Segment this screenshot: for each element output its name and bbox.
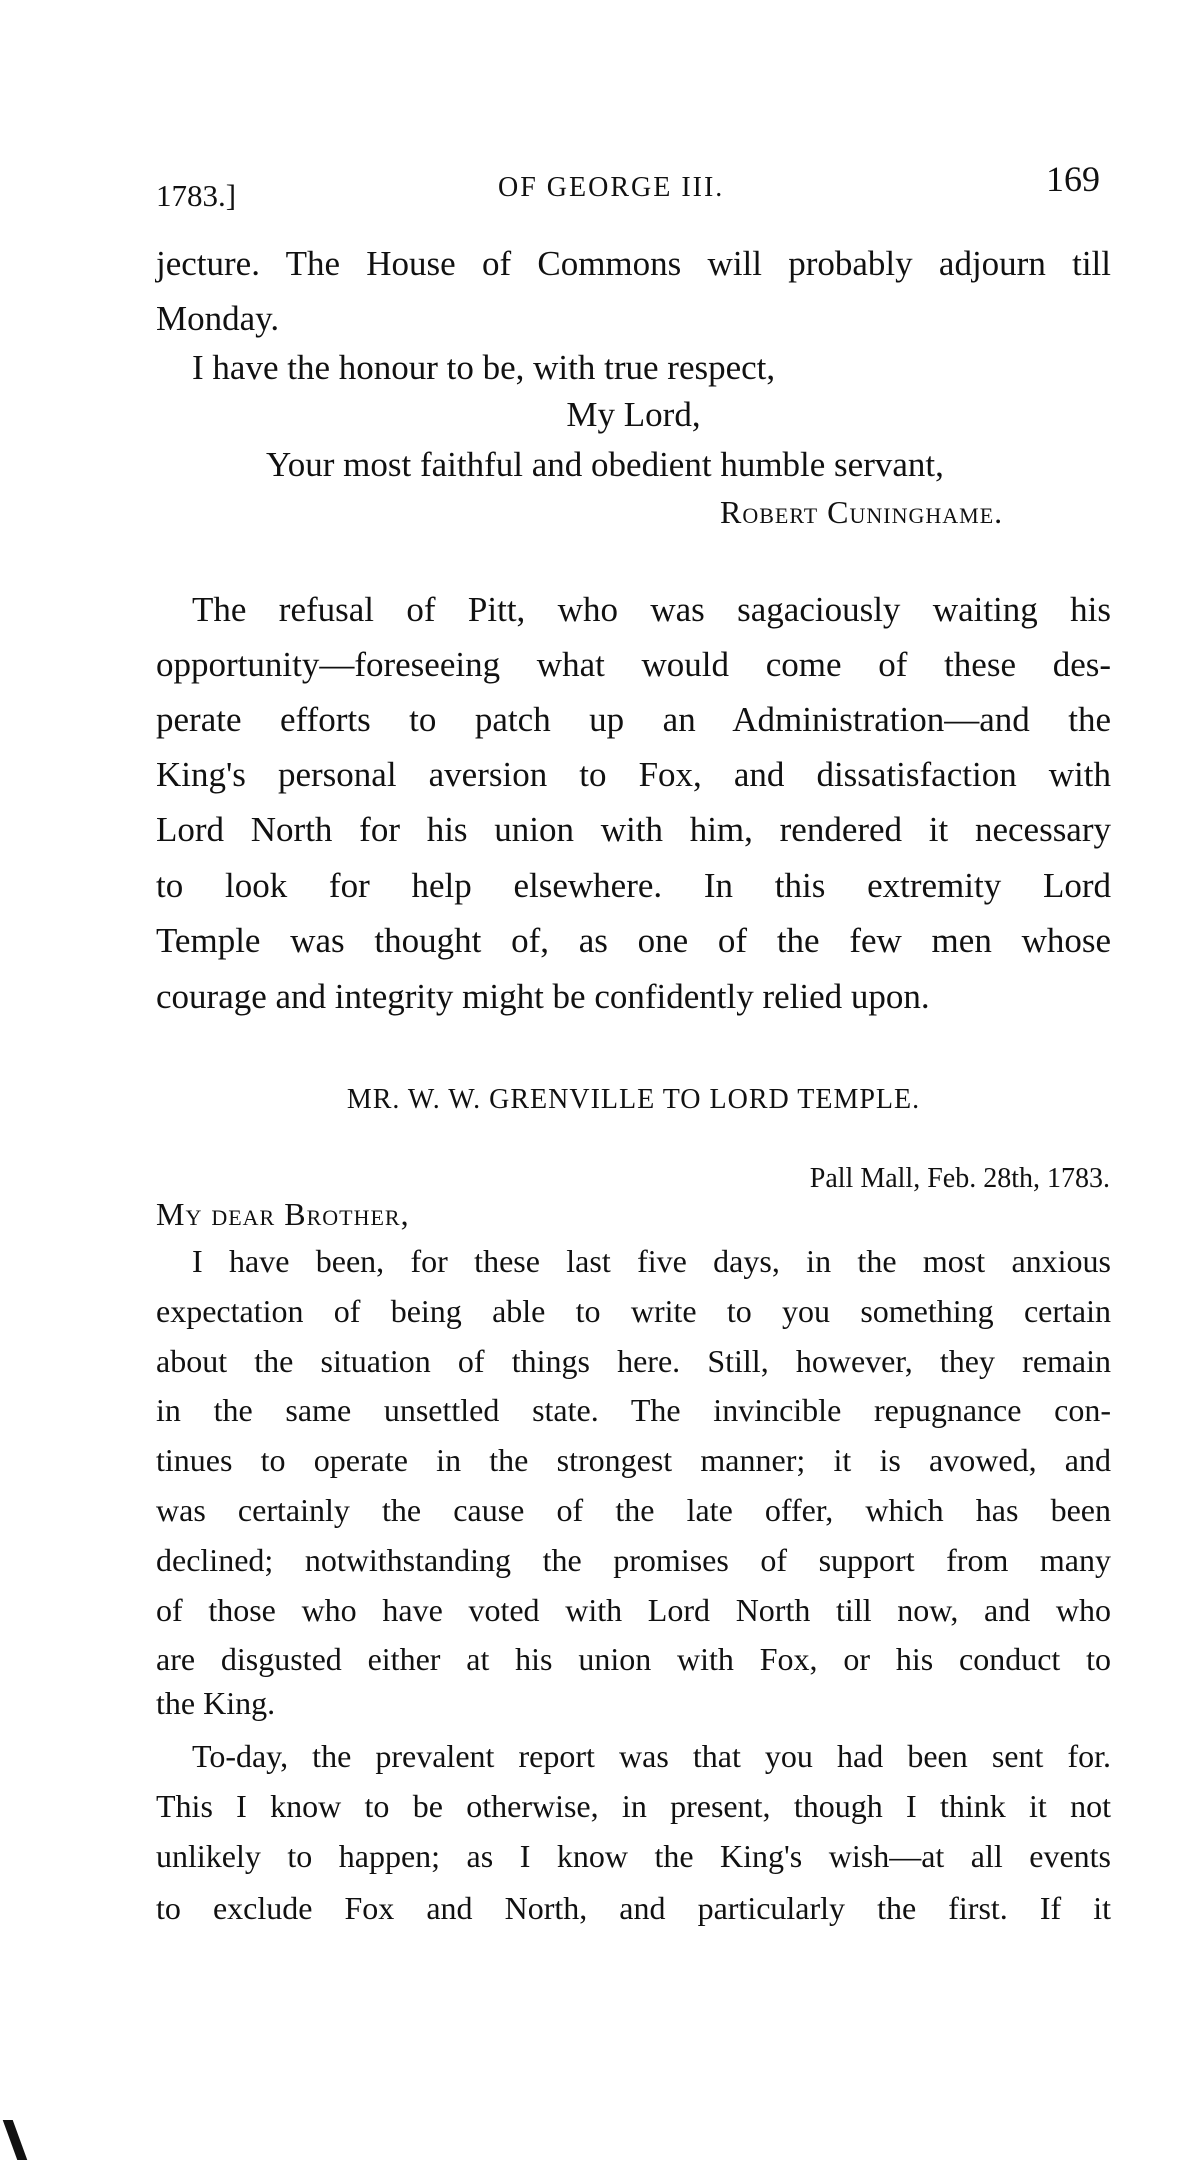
text-line: tinues to operate in the strongest manner; it is avowed, and <box>156 1442 1111 1478</box>
text-line: courage and integrity might be confidently relied upon. <box>156 977 930 1016</box>
closing-servant: Your most faithful and obedient humble servant, <box>266 445 944 484</box>
text-line: King's personal aversion to Fox, and dissatisfaction with <box>156 755 1111 794</box>
page-number: 169 <box>1046 159 1100 199</box>
letter-dateline: Pall Mall, Feb. 28th, 1783. <box>809 1163 1110 1194</box>
text-line: to look for help elsewhere. In this extremity Lord <box>156 866 1111 905</box>
text-line: The refusal of Pitt, who was sagaciously waiting his <box>192 590 1111 629</box>
text-line: are disgusted either at his union with Fox, or his conduct to <box>156 1641 1111 1677</box>
text-line: perate efforts to patch up an Administration—and the <box>156 700 1111 739</box>
text-line: To-day, the prevalent report was that you had been sent for. <box>192 1738 1111 1774</box>
text-line: about the situation of things here. Still, however, they remain <box>156 1343 1111 1379</box>
text-line: opportunity—foreseeing what would come of these des- <box>156 645 1111 684</box>
closing-honour: I have the honour to be, with true respect, <box>192 348 776 387</box>
text-line: I have been, for these last five days, in the most anxious <box>192 1243 1111 1279</box>
text-line: declined; notwithstanding the promises of support from many <box>156 1542 1111 1578</box>
letter-heading: MR. W. W. GRENVILLE TO LORD TEMPLE. <box>346 1084 921 1115</box>
text-line: the King. <box>156 1685 276 1721</box>
text-line: Lord North for his union with him, rendered it necessary <box>156 810 1111 849</box>
text-line: was certainly the cause of the late offer, which has been <box>156 1492 1111 1528</box>
text-line: Monday. <box>156 299 280 338</box>
header-year: 1783.] <box>156 178 237 213</box>
text-line: expectation of being able to write to you something certain <box>156 1293 1111 1329</box>
text-line: in the same unsettled state. The invincible repugnance con- <box>156 1392 1111 1428</box>
text-line: jecture. The House of Commons will probably adjourn till <box>156 244 1111 283</box>
scan-artifact <box>3 2120 28 2160</box>
text-line: to exclude Fox and North, and particularly the first. If it <box>156 1890 1111 1926</box>
signature: Robert Cuninghame. <box>720 494 1004 530</box>
letter-greeting: My dear Brother, <box>156 1196 410 1232</box>
header-title: OF GEORGE III. <box>498 172 725 203</box>
text-line: of those who have voted with Lord North till now, and who <box>156 1592 1111 1628</box>
text-line: Temple was thought of, as one of the few men whose <box>156 921 1111 960</box>
text-line: unlikely to happen; as I know the King's wish—at all events <box>156 1838 1111 1874</box>
closing-salutation: My Lord, <box>566 395 701 434</box>
text-line: This I know to be otherwise, in present, though I think it not <box>156 1788 1111 1824</box>
